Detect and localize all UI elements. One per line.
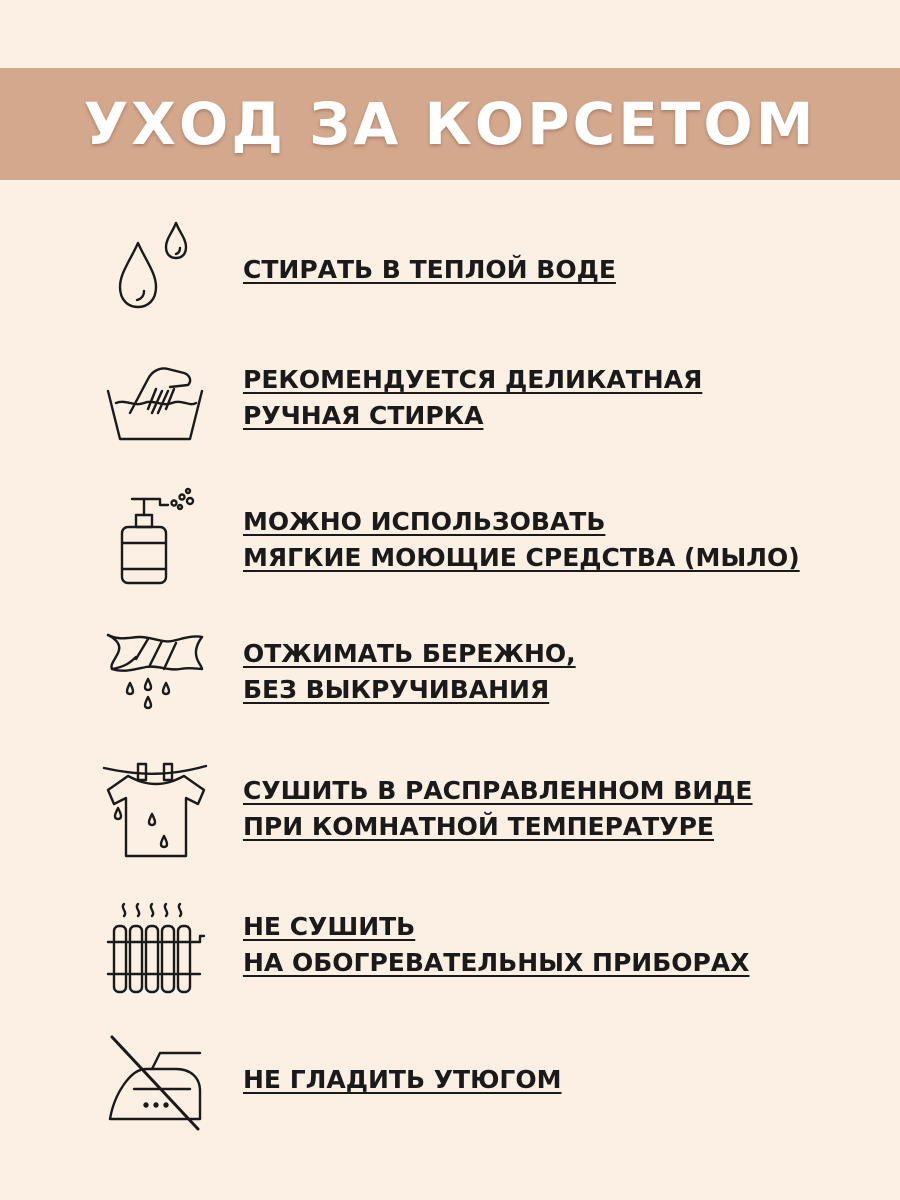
no-iron-icon: [100, 1025, 210, 1135]
care-item-line: ПРИ КОМНАТНОЙ ТЕМПЕРАТУРЕ: [243, 812, 714, 841]
care-item-line: МЯГКИЕ МОЮЩИЕ СРЕДСТВА (МЫЛО): [243, 543, 800, 572]
radiator-icon: [100, 890, 210, 1000]
title-banner: [0, 68, 900, 180]
care-item-warm-water: [0, 215, 900, 325]
care-item-no-iron: [0, 1025, 900, 1135]
water-drops-icon: [100, 215, 210, 325]
care-item-no-radiator: [0, 890, 900, 1000]
care-item-mild-detergent: [0, 485, 900, 595]
care-item-line: НЕ ГЛАДИТЬ УТЮГОМ: [243, 1065, 562, 1094]
care-item-line: МОЖНО ИСПОЛЬЗОВАТЬ: [243, 507, 606, 536]
care-item-hand-wash: [0, 343, 900, 453]
care-item-line: НЕ СУШИТЬ: [243, 912, 416, 941]
wring-towel-icon: [100, 617, 210, 727]
page-title: УХОД ЗА КОРСЕТОМ: [83, 90, 817, 158]
care-item-line: БЕЗ ВЫКРУЧИВАНИЯ: [243, 675, 550, 704]
soap-dispenser-icon: [100, 485, 210, 595]
line-dry-shirt-icon: [100, 754, 210, 864]
care-item-line: РЕКОМЕНДУЕТСЯ ДЕЛИКАТНАЯ: [243, 365, 703, 394]
hand-wash-icon: [100, 343, 210, 453]
care-item-line: ОТЖИМАТЬ БЕРЕЖНО,: [243, 639, 576, 668]
care-item-line: НА ОБОГРЕВАТЕЛЬНЫХ ПРИБОРАХ: [243, 948, 750, 977]
care-item-line: СТИРАТЬ В ТЕПЛОЙ ВОДЕ: [243, 255, 616, 284]
care-item-line: РУЧНАЯ СТИРКА: [243, 401, 484, 430]
care-item-line-dry: [0, 754, 900, 864]
care-item-wring-gently: [0, 617, 900, 727]
care-item-line: СУШИТЬ В РАСПРАВЛЕННОМ ВИДЕ: [243, 776, 753, 805]
